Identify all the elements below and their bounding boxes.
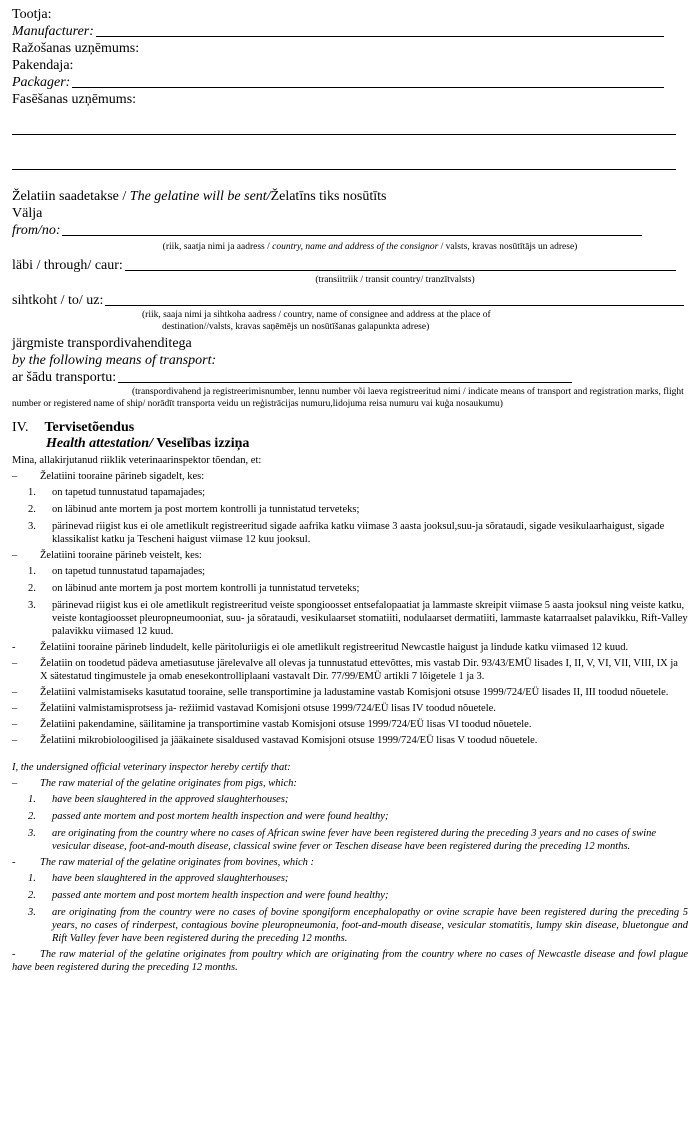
packager-label-en: Packager:: [12, 75, 71, 90]
packager-label-et: Pakendaja:: [12, 58, 74, 73]
dispatch-heading: Želatiin saadetakse / The gelatine will be sent/Želatīns tiks nosūtīts: [12, 189, 387, 204]
to-note-2: destination//valsts, kravas saņēmējs un nosūtīšanas galapunkta adrese): [162, 322, 430, 332]
en-bov-2: 2. passed ante mortem and post mortem health inspection and were found healthy;: [28, 890, 389, 901]
et-para-1: – Želatiin on toodetud pädeva ametiasutuse järelevalve all olevas ja tunnustatud ettevõttes, mis vastab Dir. 93/43/EMÜ lisades I, II, V, VI, VII, VIII, IX ja X sätestatud tingimustele ja omab enesekontrolliplaani vastavalt Dir. 77/99/EMÜ artikli 7 lõigetele 1 ja 3.: [12, 658, 678, 682]
et-poultry: - Želatiini tooraine pärineb lindudelt, kelle päritoluriigis ei ole ametlikult registreeritud Newcastle haigust ja lindude katku viimased 12 kuud.: [12, 642, 629, 653]
transport-note: (transpordivahend ja registreerimisnumber, lennu number või laeva registreeritud nimi / indicate means of transport and registration marks, flight number or registered name of ship/ norādīt transporta veidu un reģistrācijas numuru,lidojuma reisa numuru vai kuģa nosaukumu): [12, 387, 684, 409]
from-label-et: Välja: [12, 206, 43, 221]
et-pigs-head: – Želatiini tooraine pärineb sigadelt, kes:: [12, 471, 205, 482]
transport-label-et: järgmiste transpordivahenditega: [12, 336, 192, 351]
through-field[interactable]: [125, 258, 676, 271]
et-bov-1: 1. on tapetud tunnustatud tapamajades;: [28, 566, 206, 577]
en-pigs-2: 2. passed ante mortem and post mortem health inspection and were found healthy;: [28, 811, 389, 822]
certificate-page: [12, 6, 688, 974]
et-pigs-2: 2. on läbinud ante mortem ja post mortem kontrolli ja tunnistatud terveteks;: [28, 504, 360, 515]
from-note: (riik, saatja nimi ja aadress / country, name and address of the consignor / valsts, kravas nosūtītājs un adrese): [162, 242, 578, 252]
manufacturer-row: [12, 23, 664, 40]
en-bov-head: - The raw material of the gelatine originates from bovines, which :: [12, 857, 315, 868]
to-field[interactable]: [105, 293, 684, 306]
section-subtitle: Health attestation/ Veselības izziņa: [46, 436, 250, 451]
manufacturer-label-et: Tootja:: [12, 7, 52, 22]
et-intro: Mina, allakirjutanud riiklik veterinaarinspektor tõendan, et:: [12, 455, 262, 466]
through-label: läbi / through/ caur:: [12, 258, 123, 273]
en-pigs-1: 1. have been slaughtered in the approved slaughterhouses;: [28, 794, 289, 805]
en-intro: I, the undersigned official veterinary inspector hereby certify that:: [12, 762, 291, 773]
from-row: [12, 222, 642, 239]
transport-row: [12, 369, 572, 386]
et-pigs-3: 3. pärinevad riigist kus ei ole ametlikult registreeritud sigade aafrika katku viimase 3 aasta jooksul,suu-ja sõrataudi, sigade vesikulaarhaigust, sigade klassikalist katku ja Tescheni haigust viimase 12 kuu jooksul.: [28, 521, 665, 545]
to-note-1: (riik, saaja nimi ja sihtkoha aadress / country, name of consignee and address at the place of: [142, 310, 491, 320]
through-note: (transiitriik / transit country/ tranzītvalsts): [315, 275, 475, 285]
transport-label-lv: ar šādu transportu:: [12, 370, 117, 385]
blank-line-2[interactable]: [12, 169, 676, 170]
blank-line-1[interactable]: [12, 134, 676, 135]
from-field[interactable]: [62, 223, 642, 236]
from-label: from/no:: [12, 223, 61, 238]
packager-field[interactable]: [72, 75, 664, 88]
en-bov-1: 1. have been slaughtered in the approved slaughterhouses;: [28, 873, 289, 884]
packager-label-lv: Fasēšanas uzņēmums:: [12, 92, 137, 107]
et-para-5: – Želatiini mikrobioloogilised ja jääkainete sisaldused vastavad Komisjoni otsuse 1999/724/EÜ lisas V toodud nõuetele.: [12, 735, 538, 746]
manufacturer-label-en: Manufacturer:: [12, 24, 94, 39]
et-bov-2: 2. on läbinud ante mortem ja post mortem kontrolli ja tunnistatud terveteks;: [28, 583, 360, 594]
manufacturer-label-lv: Ražošanas uzņēmums:: [12, 41, 140, 56]
et-pigs-1: 1. on tapetud tunnustatud tapamajades;: [28, 487, 206, 498]
section-title: IV. Tervisetõendus: [12, 420, 135, 435]
et-para-4: – Želatiini pakendamine, säilitamine ja transportimine vastab Komisjoni otsuse 1999/724/EÜ lisas VI toodud nõuetele.: [12, 719, 532, 730]
through-row: [12, 257, 676, 274]
transport-field[interactable]: [118, 370, 572, 383]
to-row: [12, 292, 684, 309]
transport-label-en: by the following means of transport:: [12, 353, 217, 368]
en-bov-3: 3. are originating from the country were no cases of bovine spongiform encephalopathy or ovine scrapie have been registered during the preceding 5 years, no cases of rinderpest, contagious bovine pleuropneumonia, foot-and-mouth disease, vesicular stomatitis, lumpy skin disease, bluetongue and Rift Valley fever have been registered during the preceding 12 months.: [28, 907, 688, 944]
en-poultry: - The raw material of the gelatine originates from poultry which are originating from the country where no cases of Newcastle disease and fowl plague have been registered during the preceding 12 months.: [12, 949, 688, 973]
et-para-2: – Želatiini valmistamiseks kasutatud tooraine, selle transportimine ja ladustamine vastab Komisjoni otsuse 1999/724/EÜ lisades II, III toodud nõuetele.: [12, 687, 669, 698]
manufacturer-field[interactable]: [96, 24, 664, 37]
en-pigs-head: – The raw material of the gelatine originates from pigs, which:: [12, 778, 297, 789]
to-label: sihtkoht / to/ uz:: [12, 293, 104, 308]
et-bov-3: 3. pärinevad riigist kus ei ole ametlikult registreeritud veiste spongioosset entsefalopaatiat ja lammaste skreipit viimase 5 aasta jooksul ning veiste katku, veiste kontagioosset pleuropneumooniat, suu- ja sõrataudi, vesikulaarset stomatiiti, nodulaarset dermatiiti, lammaste katarraalset palavikku, Rift-Valley palavikku viimased 12 kuud.: [28, 600, 688, 637]
packager-row: [12, 74, 664, 91]
en-pigs-3: 3. are originating from the country where no cases of African swine fever have been registered during the preceding 3 years and no cases of swine vesicular disease, foot-and-mouth disease, classical swine fever or Teschen disease have been registered during the preceding 12 months.: [28, 828, 657, 852]
et-bov-head: – Želatiini tooraine pärineb veistelt, kes:: [12, 550, 202, 561]
et-para-3: – Želatiini valmistamisprotsess ja- režiimid vastavad Komisjoni otsuse 1999/724/EÜ lisas IV toodud nõuetele.: [12, 703, 496, 714]
